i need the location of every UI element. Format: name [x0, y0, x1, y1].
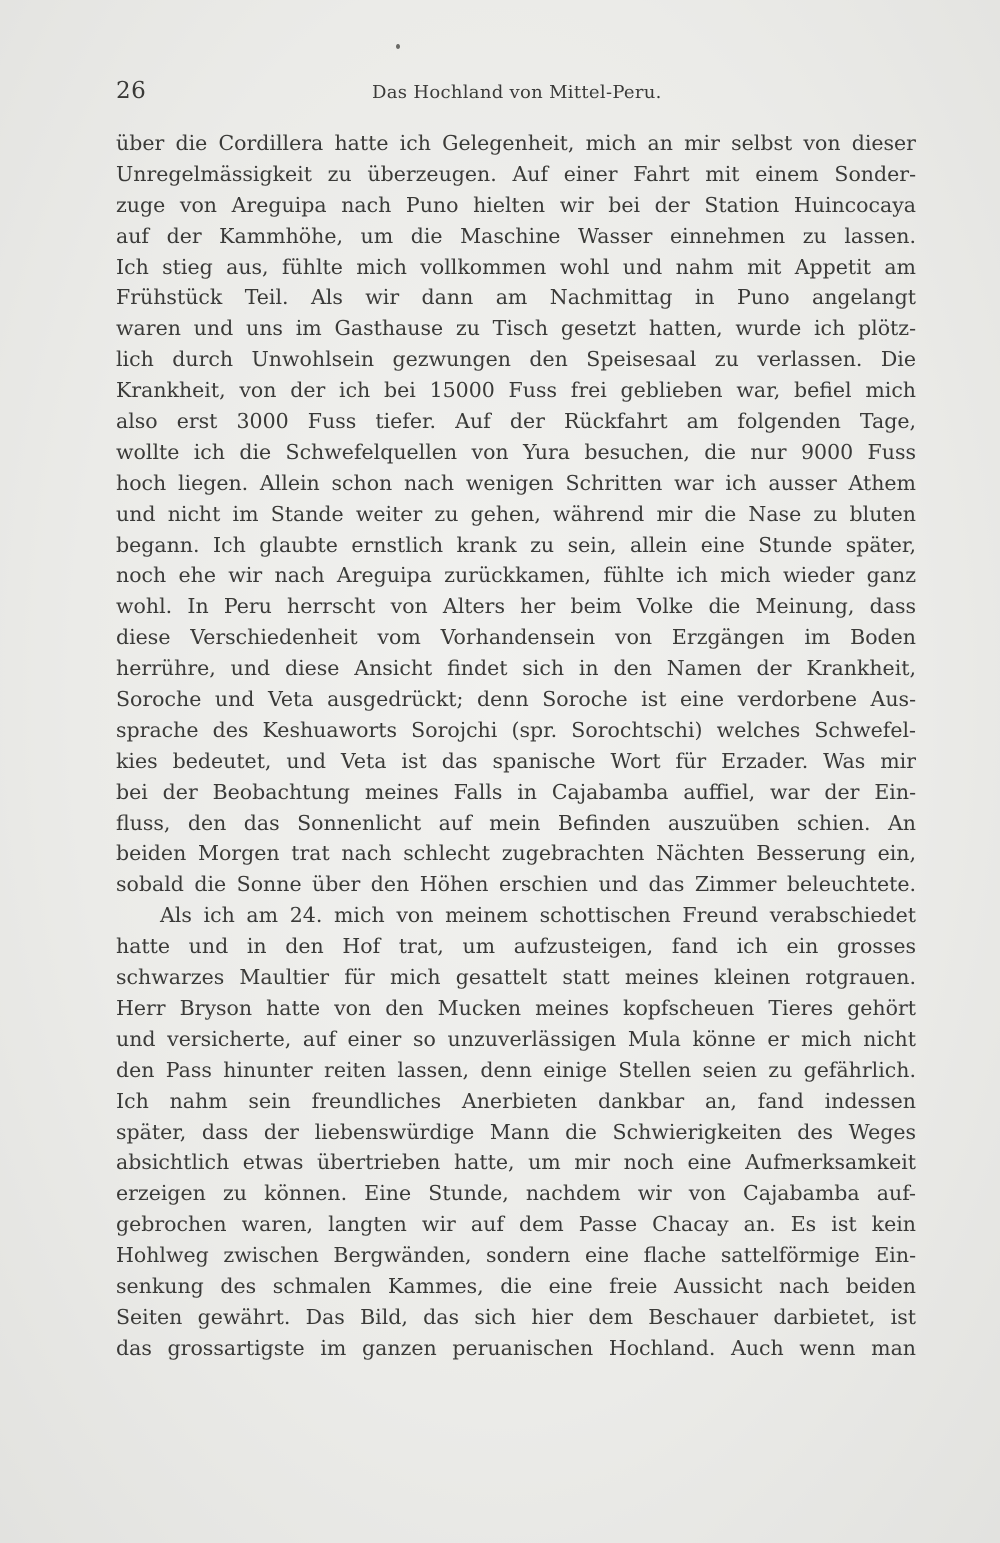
print-speck: [396, 44, 400, 49]
text-line: sprache des Keshuaworts Sorojchi (spr. Sorochtschi) welches Schwefel-: [116, 717, 916, 742]
text-line: beiden Morgen trat nach schlecht zugebrachten Nächten Besserung ein,: [116, 841, 916, 866]
text-line: und versicherte, auf einer so unzuverlässigen Mula könne er mich nicht: [116, 1026, 916, 1051]
text-line: Ich nahm sein freundliches Anerbieten dankbar an, fand indessen: [116, 1088, 916, 1113]
text-line: auf der Kammhöhe, um die Maschine Wasser einnehmen zu lassen.: [116, 223, 916, 248]
text-line: Unregelmässigkeit zu überzeugen. Auf einer Fahrt mit einem Sonder-: [116, 161, 916, 186]
text-line: hatte und in den Hof trat, um aufzusteigen, fand ich ein grosses: [116, 934, 916, 959]
text-line: absichtlich etwas übertrieben hatte, um mir noch eine Aufmerksamkeit: [116, 1150, 916, 1175]
running-title: Das Hochland von Mittel-Peru.: [372, 82, 662, 103]
text-line: herrühre, und diese Ansicht findet sich in den Namen der Krankheit,: [116, 656, 916, 681]
page-number: 26: [116, 78, 147, 104]
text-line: senkung des schmalen Kammes, die eine freie Aussicht nach beiden: [116, 1273, 916, 1298]
text-line: zuge von Areguipa nach Puno hielten wir bei der Station Huincocaya: [116, 192, 916, 217]
text-line: schwarzes Maultier für mich gesattelt statt meines kleinen rotgrauen.: [116, 965, 916, 990]
text-line: hoch liegen. Allein schon nach wenigen Schritten war ich ausser Athem: [116, 470, 916, 495]
text-line: kies bedeutet, und Veta ist das spanische Wort für Erzader. Was mir: [116, 748, 916, 773]
text-line: Seiten gewährt. Das Bild, das sich hier dem Beschauer darbietet, ist: [116, 1304, 916, 1329]
text-line: Krankheit, von der ich bei 15000 Fuss frei geblieben war, befiel mich: [116, 378, 916, 403]
text-line: begann. Ich glaubte ernstlich krank zu sein, allein eine Stunde später,: [116, 532, 916, 557]
page-header: [116, 78, 916, 112]
text-line: sobald die Sonne über den Höhen erschien und das Zimmer beleuchtete.: [116, 872, 916, 897]
text-line: später, dass der liebenswürdige Mann die Schwierigkeiten des Weges: [116, 1119, 916, 1144]
text-line: bei der Beobachtung meines Falls in Cajabamba auffiel, war der Ein-: [116, 779, 916, 804]
text-line: lich durch Unwohlsein gezwungen den Speisesaal zu verlassen. Die: [116, 347, 916, 372]
text-line: also erst 3000 Fuss tiefer. Auf der Rückfahrt am folgenden Tage,: [116, 409, 916, 434]
text-line: wohl. In Peru herrscht von Alters her beim Volke die Meinung, dass: [116, 594, 916, 619]
text-line: erzeigen zu können. Eine Stunde, nachdem wir von Cajabamba auf-: [116, 1181, 916, 1206]
text-line: gebrochen waren, langten wir auf dem Passe Chacay an. Es ist kein: [116, 1212, 916, 1237]
text-line: und nicht im Stande weiter zu gehen, während mir die Nase zu bluten: [116, 501, 916, 526]
body-text: [116, 128, 916, 1364]
text-line: das grossartigste im ganzen peruanischen Hochland. Auch wenn man: [116, 1335, 916, 1360]
text-line: Soroche und Veta ausgedrückt; denn Soroche ist eine verdorbene Aus-: [116, 687, 916, 712]
text-line: über die Cordillera hatte ich Gelegenheit, mich an mir selbst von dieser: [116, 131, 916, 155]
text-line: Frühstück Teil. Als wir dann am Nachmittag in Puno angelangt: [116, 285, 916, 310]
text-line: waren und uns im Gasthause zu Tisch gesetzt hatten, wurde ich plötz-: [116, 316, 916, 341]
text-line: diese Verschiedenheit vom Vorhandensein von Erzgängen im Boden: [116, 625, 916, 650]
text-line: Herr Bryson hatte von den Mucken meines kopfscheuen Tieres gehört: [116, 995, 916, 1020]
text-line: wollte ich die Schwefelquellen von Yura besuchen, die nur 9000 Fuss: [116, 439, 916, 464]
text-line: Ich stieg aus, fühlte mich vollkommen wohl und nahm mit Appetit am: [116, 254, 916, 279]
text-line: den Pass hinunter reiten lassen, denn einige Stellen seien zu gefährlich.: [116, 1057, 916, 1082]
paragraph-start-line: Als ich am 24. mich von meinem schottischen Freund verabschiedet: [160, 903, 916, 928]
text-line: noch ehe wir nach Areguipa zurückkamen, fühlte ich mich wieder ganz: [116, 563, 916, 588]
text-line: Hohlweg zwischen Bergwänden, sondern eine flache sattelförmige Ein-: [116, 1243, 916, 1268]
text-line: fluss, den das Sonnenlicht auf mein Befinden auszuüben schien. An: [116, 810, 916, 835]
